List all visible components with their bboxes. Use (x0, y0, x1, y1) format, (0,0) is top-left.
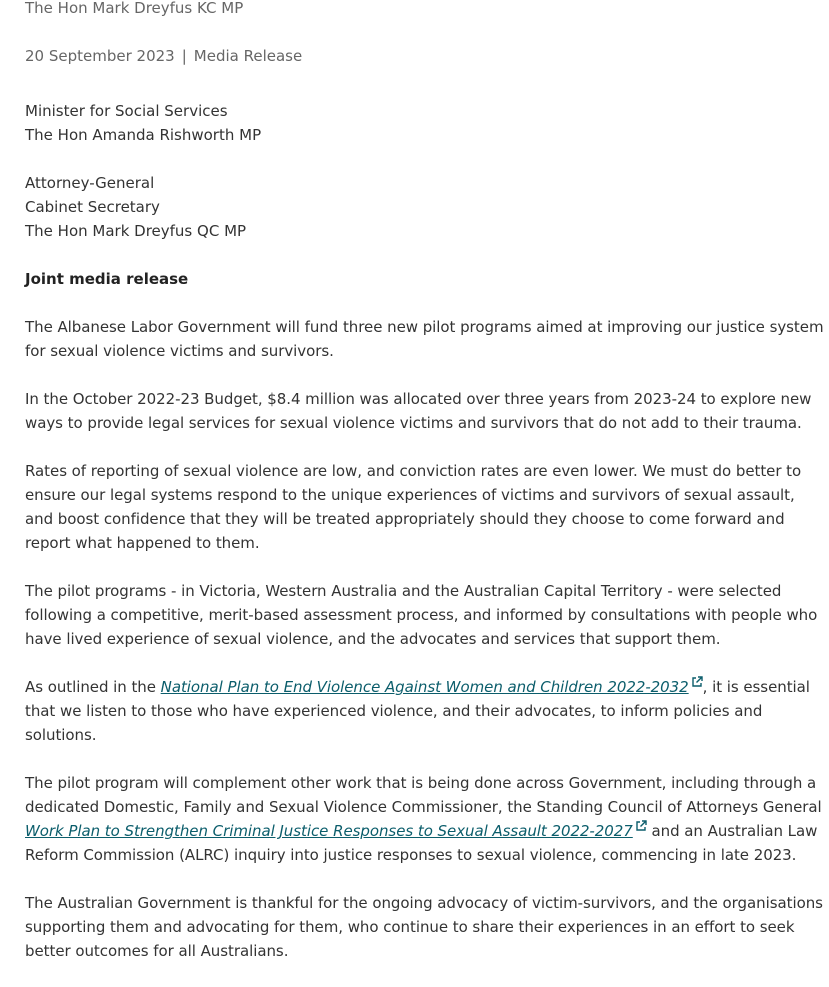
text-segment: , it is essential that we listen to those who have experienced violence, and their advocates, to inform policies and solutions. (25, 678, 810, 744)
release-date: 20 September 2023 (25, 47, 175, 65)
media-release-page (25, 0, 825, 987)
meta-separator: | (181, 47, 187, 65)
release-type: Media Release (193, 47, 303, 65)
external-link-icon[interactable] (635, 820, 647, 832)
text-segment: As outlined in the (25, 678, 161, 696)
joint-release-heading: Joint media release (25, 270, 189, 288)
text-segment: and an Australian Law Reform Commission (ALRC) inquiry into justice responses to sexual violence, commencing in late 2023. (25, 822, 818, 864)
paragraph-budget: In the October 2022-23 Budget, $8.4 million was allocated over three years from 2023-24 to explore new ways to provide legal services for sexual violence victims and survivors that do not add to their trauma. (25, 390, 812, 432)
release-meta (25, 44, 825, 68)
paragraph-complementary-work (25, 771, 825, 867)
minister-role: Minister for Social Services (25, 102, 228, 120)
minister-role: Attorney-General (25, 174, 155, 192)
minister-name: The Hon Amanda Rishworth MP (25, 126, 262, 144)
minister-block-social-services (25, 99, 825, 147)
external-link-icon[interactable] (691, 676, 703, 688)
minister-role: Cabinet Secretary (25, 198, 160, 216)
spacer (25, 68, 825, 99)
work-plan-link[interactable]: Work Plan to Strengthen Criminal Justice Responses to Sexual Assault 2022-2027 (25, 822, 633, 840)
national-plan-link[interactable]: National Plan to End Violence Against Women and Children 2022-2032 (160, 678, 689, 696)
paragraph-pilot-programs: The pilot programs - in Victoria, Western Australia and the Australian Capital Territory - were selected following a competitive, merit-based assessment process, and informed by consultations with people who have lived experience of sexual violence, and the advocates and services that support them. (25, 582, 818, 648)
paragraph-funding: The Albanese Labor Government will fund three new pilot programs aimed at improving our justice system for sexual violence victims and survivors. (25, 318, 824, 360)
paragraph-reporting-rates: Rates of reporting of sexual violence are low, and conviction rates are even lower. We must do better to ensure our legal systems respond to the unique experiences of victims and survivors of sexual assault, and boost confidence that they will be treated appropriately should they choose to come forward and report what happened to them. (25, 462, 802, 552)
paragraph-gratitude: The Australian Government is thankful for the ongoing advocacy of victim-survivors, and the organisations supporting them and advocating for them, who continue to share their experiences in an effort to seek better outcomes for all Australians. (25, 894, 823, 960)
text-segment: The pilot program will complement other work that is being done across Government, including through a dedicated Domestic, Family and Sexual Violence Commissioner, the Standing Council of Attorneys General (25, 774, 822, 816)
byline: The Hon Mark Dreyfus KC MP (25, 0, 244, 17)
paragraph-national-plan (25, 675, 825, 747)
minister-name: The Hon Mark Dreyfus QC MP (25, 222, 247, 240)
minister-block-attorney-general (25, 171, 825, 243)
